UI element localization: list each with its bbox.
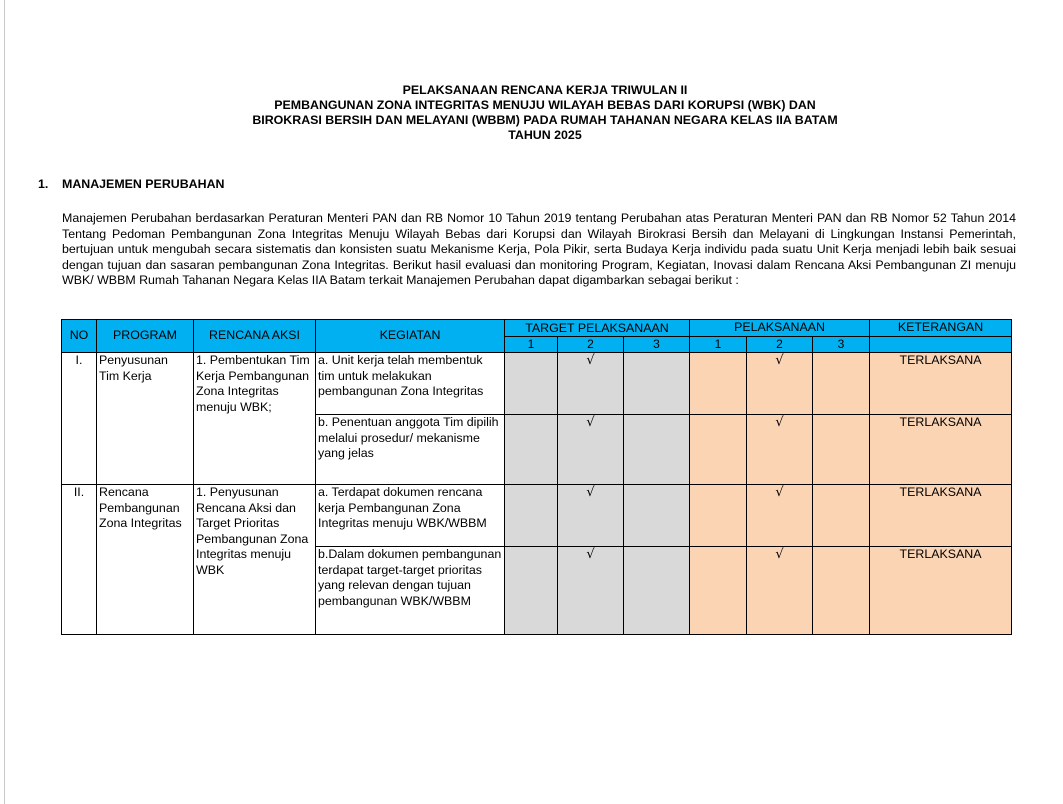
- check-icon: √: [558, 353, 624, 415]
- section-heading: [38, 177, 224, 191]
- header-pelaksanaan-2: 2: [747, 336, 813, 353]
- target-cell-3: [624, 353, 690, 415]
- row-program: Penyusunan Tim Kerja: [97, 353, 194, 485]
- title-line-2: PEMBANGUNAN ZONA INTEGRITAS MENUJU WILAYAH BEBAS DARI KORUPSI (WBK) DAN: [274, 98, 816, 112]
- row-kegiatan: a. Unit kerja telah membentuk tim untuk melakukan pembangunan Zona Integritas: [316, 353, 505, 415]
- header-target: TARGET PELAKSANAAN: [505, 320, 690, 337]
- plan-table: [61, 319, 1012, 635]
- pelaksanaan-cell-1: [690, 547, 747, 635]
- document-title: [0, 83, 1063, 143]
- row-no: II.: [62, 485, 97, 635]
- header-pelaksanaan-1: 1: [690, 336, 747, 353]
- row-keterangan: TERLAKSANA: [870, 415, 1012, 485]
- header-rencana-aksi: RENCANA AKSI: [194, 320, 316, 353]
- title-line-1: PELAKSANAAN RENCANA KERJA TRIWULAN II: [402, 83, 688, 97]
- pelaksanaan-cell-3: [813, 485, 870, 547]
- header-target-1: 1: [505, 336, 558, 353]
- target-cell-1: [505, 485, 558, 547]
- header-keterangan-blank: [870, 336, 1012, 353]
- target-cell-3: [624, 547, 690, 635]
- row-kegiatan: b.Dalam dokumen pembangunan terdapat target-target prioritas yang relevan dengan tujuan pembangunan WBK/WBBM: [316, 547, 505, 635]
- header-target-2: 2: [558, 336, 624, 353]
- check-icon: √: [747, 415, 813, 485]
- row-rencana-aksi: 1. Penyusunan Rencana Aksi dan Target Prioritas Pembangunan Zona Integritas menuju WBK: [194, 485, 316, 635]
- row-rencana-aksi: 1. Pembentukan Tim Kerja Pembangunan Zona Integritas menuju WBK;: [194, 353, 316, 485]
- row-keterangan: TERLAKSANA: [870, 485, 1012, 547]
- pelaksanaan-cell-3: [813, 547, 870, 635]
- intro-paragraph: Manajemen Perubahan berdasarkan Peraturan Menteri PAN dan RB Nomor 10 Tahun 2019 tentang Perubahan atas Peraturan Menteri PAN dan RB Nomor 52 Tahun 2014 Tentang Pedoman Pembangunan Zona Integritas Menuju Wilayah Bebas dari Korupsi dan Wilayah Birokrasi Bersih dan Melayani di Lingkungan Instansi Pemerintah, bertujuan untuk mengubah secara sistematis dan konsisten suatu Mekanisme Kerja, Pola Pikir, serta Budaya Kerja individu pada suatu Unit Kerja menjadi lebih baik sesuai dengan tujuan dan sasaran pembangunan Zona Integritas. Berikut hasil evaluasi dan monitoring Program, Kegiatan, Inovasi dalam Rencana Aksi Pembangunan ZI menuju WBK/ WBBM Rumah Tahanan Negara Kelas IIA Batam terkait Manajemen Perubahan dapat digambarkan sebagai berikut :: [62, 211, 1016, 288]
- header-keterangan: KETERANGAN: [870, 320, 1012, 337]
- check-icon: √: [558, 415, 624, 485]
- check-icon: √: [747, 353, 813, 415]
- title-line-4: TAHUN 2025: [508, 128, 582, 142]
- check-icon: √: [558, 485, 624, 547]
- target-cell-1: [505, 415, 558, 485]
- row-no: I.: [62, 353, 97, 485]
- pelaksanaan-cell-1: [690, 485, 747, 547]
- target-cell-3: [624, 415, 690, 485]
- row-program: Rencana Pembangunan Zona Integritas: [97, 485, 194, 635]
- check-icon: √: [747, 485, 813, 547]
- row-keterangan: TERLAKSANA: [870, 547, 1012, 635]
- pelaksanaan-cell-3: [813, 415, 870, 485]
- target-cell-3: [624, 485, 690, 547]
- table-header-row: [62, 320, 1012, 337]
- pelaksanaan-cell-3: [813, 353, 870, 415]
- header-target-3: 3: [624, 336, 690, 353]
- header-program: PROGRAM: [97, 320, 194, 353]
- row-keterangan: TERLAKSANA: [870, 353, 1012, 415]
- target-cell-1: [505, 547, 558, 635]
- section-number: 1.: [38, 177, 49, 191]
- pelaksanaan-cell-1: [690, 415, 747, 485]
- row-kegiatan: b. Penentuan anggota Tim dipilih melalui prosedur/ mekanisme yang jelas: [316, 415, 505, 485]
- title-line-3: BIROKRASI BERSIH DAN MELAYANI (WBBM) PADA RUMAH TAHANAN NEGARA KELAS IIA BATAM: [252, 113, 838, 127]
- pelaksanaan-cell-1: [690, 353, 747, 415]
- table-row: [62, 485, 1012, 547]
- check-icon: √: [558, 547, 624, 635]
- header-no: NO: [62, 320, 97, 353]
- table-row: [62, 353, 1012, 415]
- target-cell-1: [505, 353, 558, 415]
- check-icon: √: [747, 547, 813, 635]
- header-pelaksanaan-3: 3: [813, 336, 870, 353]
- header-kegiatan: KEGIATAN: [316, 320, 505, 353]
- row-kegiatan: a. Terdapat dokumen rencana kerja Pembangunan Zona Integritas menuju WBK/WBBM: [316, 485, 505, 547]
- header-pelaksanaan: PELAKSANAAN: [690, 320, 870, 337]
- section-title: MANAJEMEN PERUBAHAN: [62, 177, 225, 191]
